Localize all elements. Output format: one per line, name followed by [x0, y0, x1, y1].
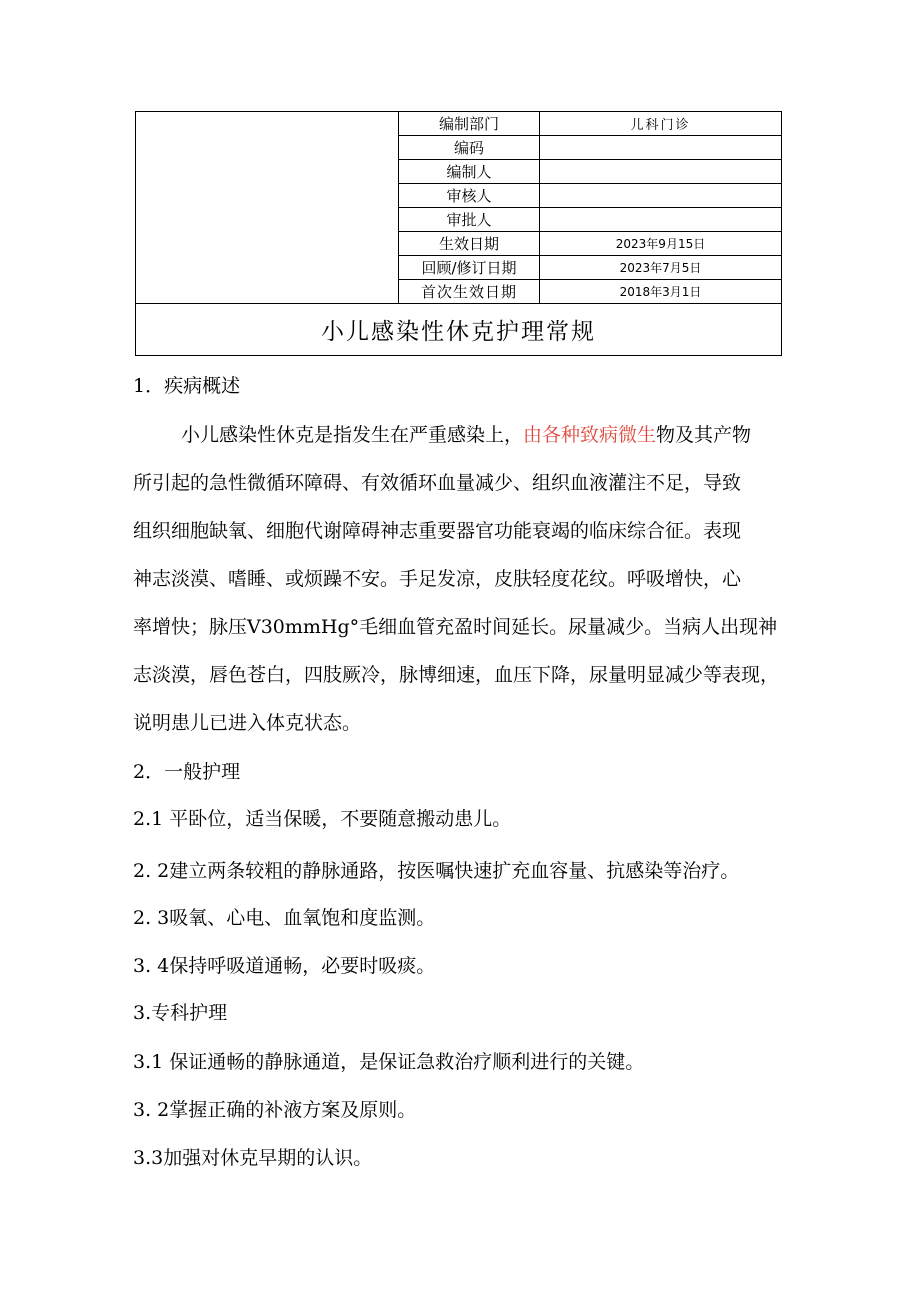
section3-item-1: 3.1 保证通畅的静脉通道，是保证急救治疗顺利进行的关键。 — [133, 1051, 645, 1073]
value-department: 儿科门诊 — [540, 112, 782, 136]
section1-para-line7: 说明患儿已进入体克状态。 — [133, 712, 362, 734]
value-revision-date: 2023年7月5日 — [540, 256, 782, 280]
section3-heading: 3.专科护理 — [133, 1002, 228, 1024]
label-first-effective-date: 首次生效日期 — [399, 280, 540, 304]
section1-para-line1 — [181, 423, 751, 447]
label-author: 编制人 — [399, 160, 540, 184]
value-code — [540, 136, 782, 160]
value-approver — [540, 208, 782, 232]
value-effective-date: 2023年9月15日 — [540, 232, 782, 256]
document-control-table — [135, 111, 782, 356]
section3-item-3: 3.3加强对休克早期的认识。 — [133, 1147, 373, 1169]
label-revision-date: 回顾/修订日期 — [399, 256, 540, 280]
section1-para-line5: 率增快；脉压V30mmHg°毛细血管充盈时间延长。尿量减少。当病人出现神 — [133, 616, 778, 638]
section2-item-1: 2.1 平卧位，适当保暖，不要随意搬动患儿。 — [133, 808, 512, 830]
section1-para-line2: 所引起的急性微循环障碍、有效循环血量减少、组织血液灌注不足，导致 — [133, 472, 742, 494]
section2-item-2: 2. 2建立两条较粗的静脉通路，按医嘱快速扩充血容量、抗感染等治疗。 — [133, 860, 740, 882]
label-code: 编码 — [399, 136, 540, 160]
logo-blank-cell — [136, 112, 399, 304]
section2-item-3: 2. 3吸氧、心电、血氧饱和度监测。 — [133, 907, 436, 929]
value-author — [540, 160, 782, 184]
para-line1-highlight: 由各种致病微生 — [523, 424, 657, 446]
label-department: 编制部门 — [399, 112, 540, 136]
section1-para-line3: 组织细胞缺氧、细胞代谢障碍神志重要器官功能衰竭的临床综合征。表现 — [133, 520, 742, 542]
label-reviewer: 审核人 — [399, 184, 540, 208]
section3-item-2: 3. 2掌握正确的补液方案及原则。 — [133, 1099, 417, 1121]
section2-heading: 2．一般护理 — [133, 761, 241, 783]
section1-para-line6: 志淡漠，唇色苍白，四肢厥冷，脉博细速，血压下降，尿量明显减少等表现， — [133, 664, 780, 686]
document-title: 小儿感染性休克护理常规 — [136, 304, 782, 356]
para-line1-text-a: 小儿感染性休克是指发生在严重感染上， — [181, 424, 524, 446]
section2-item-4: 3. 4保持呼吸道通畅，必要时吸痰。 — [133, 955, 436, 977]
section1-heading: 1．疾病概述 — [133, 375, 241, 397]
para-line1-text-b: 物及其产物 — [656, 424, 752, 446]
value-reviewer — [540, 184, 782, 208]
value-first-effective-date: 2018年3月1日 — [540, 280, 782, 304]
label-approver: 审批人 — [399, 208, 540, 232]
label-effective-date: 生效日期 — [399, 232, 540, 256]
section1-para-line4: 神志淡漠、嗜睡、或烦躁不安。手足发凉，皮肤轻度花纹。呼吸增快，心 — [133, 568, 742, 590]
